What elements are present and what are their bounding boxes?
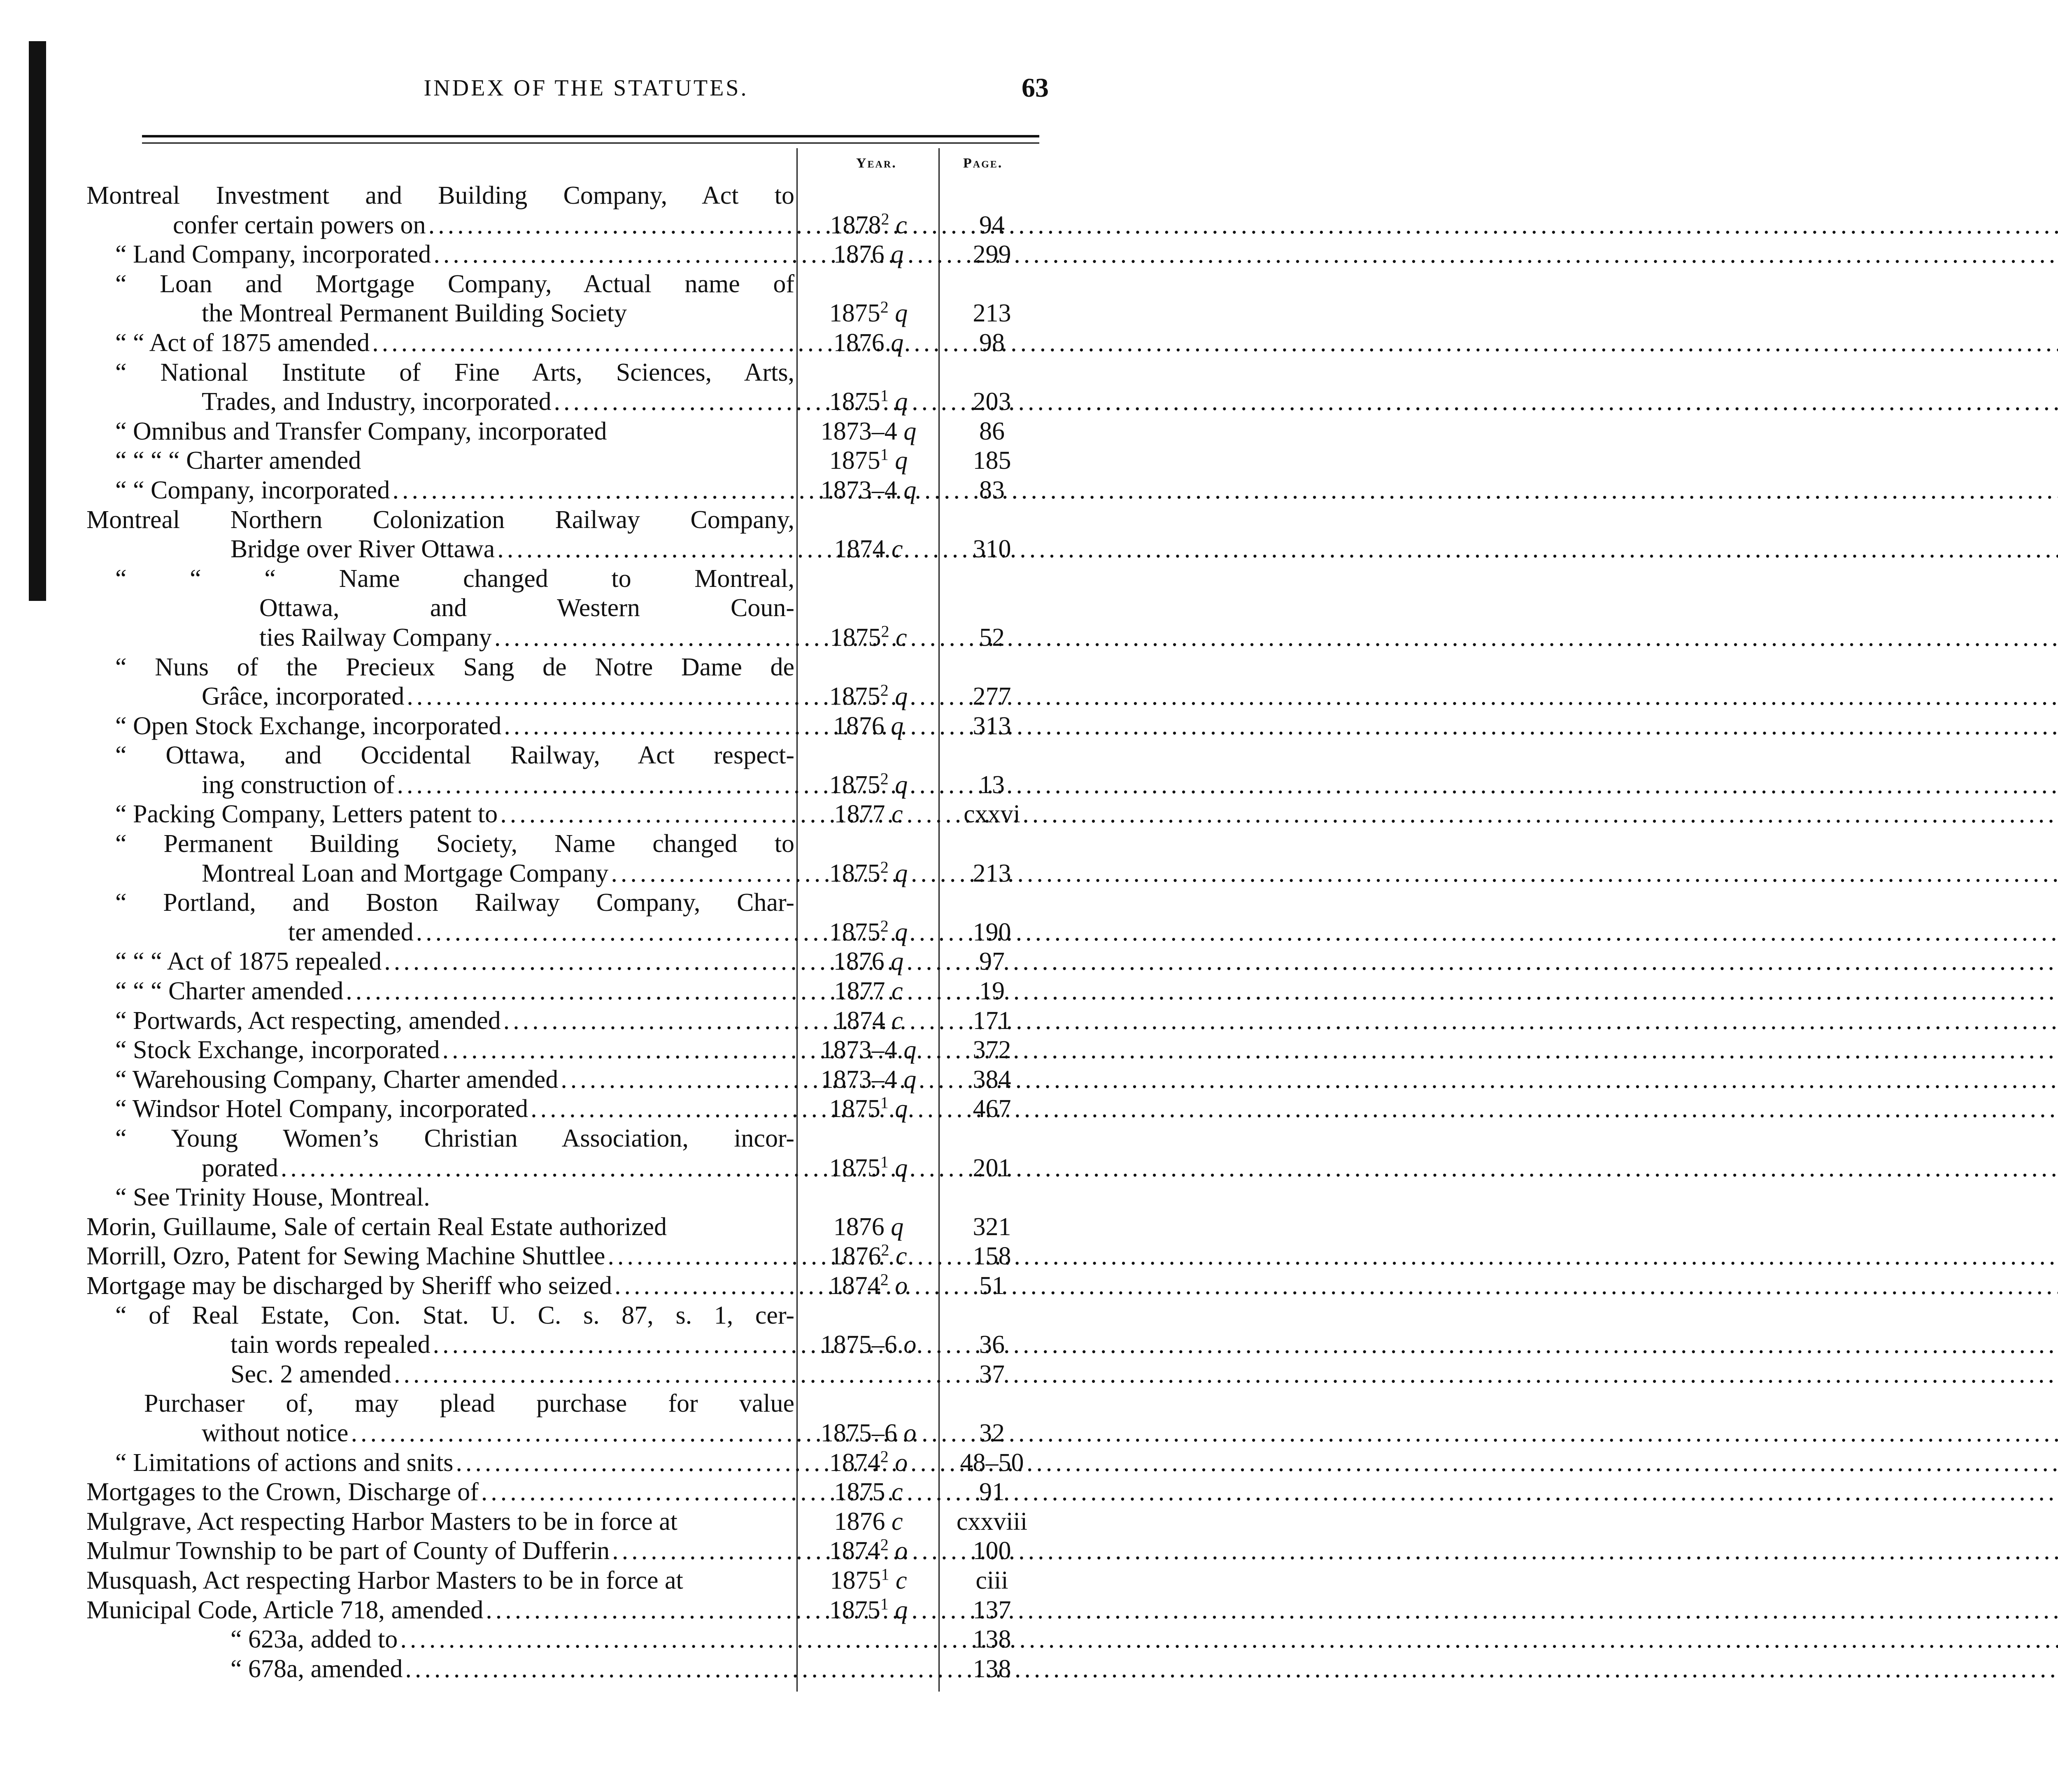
entry-text [202,299,794,328]
entry-label: ties Railway Company [259,623,492,652]
entry-label: “ Windsor Hotel Company, incorporated [115,1095,528,1123]
index-row [0,888,1172,918]
entry-text [115,270,794,299]
year-cell: 1875$^1$ q [829,445,908,475]
entry-label: “ “ “ “ Charter amended [115,447,361,475]
entry-text [202,1154,794,1183]
page-cell: 83 [979,476,1005,504]
year-cell: 1874 c [834,535,903,563]
year-cell: 1877 c [834,977,903,1005]
entry-label: “ Limitations of actions and snits [115,1448,454,1477]
entry-label: “ “ “ Act of 1875 repealed [115,947,382,976]
entry-label: “ Loan and Mortgage Company, Actual name of [115,270,794,298]
index-row [0,270,1172,299]
index-row [0,653,1172,682]
page-cell: 203 [973,388,1011,416]
index-row [0,1655,1172,1684]
dot-leader [501,712,2058,741]
page-cell: 467 [973,1095,1011,1123]
entry-label: “ Permanent Building Society, Name changed to [115,830,794,858]
dot-leader [426,211,2058,240]
dot-leader [414,918,2058,947]
entry-label: “ Open Stock Exchange, incorporated [115,712,502,740]
index-row [0,1183,1172,1213]
entry-label: “ “ “ Charter amended [115,977,344,1005]
entry-label: “ Young Women’s Christian Association, incor- [115,1124,794,1152]
page-cell: 158 [973,1242,1011,1271]
index-row [0,1625,1172,1655]
index-row [0,387,1172,417]
index-row [0,593,1172,623]
page-cell: 277 [973,682,1011,711]
entry-label: “ Packing Company, Letters patent to [115,800,498,829]
index-row [0,1036,1172,1065]
page-cell: 19 [979,977,1005,1005]
entry-label: “ National Institute of Fine Arts, Sciences, Arts, [115,358,794,386]
index-row [0,1596,1172,1625]
dot-leader [551,387,2058,417]
entry-text [230,1360,794,1389]
page-cell: 37 [979,1360,1005,1388]
index-row [0,1301,1172,1331]
page-cell: 52 [979,623,1005,652]
index-row [0,1389,1172,1419]
entry-label: “ 678a, amended [230,1655,403,1683]
entry-text [115,1036,794,1065]
year-cell: 1875 c [834,1478,903,1506]
entry-text [86,1596,794,1625]
entry-label: Municipal Code, Article 718, amended [86,1596,484,1624]
dot-leader [440,1036,2058,1065]
page-cell: 100 [973,1537,1011,1565]
index-row [0,328,1172,358]
entry-text [115,476,794,505]
dot-leader [501,1006,2058,1036]
page-cell: 32 [979,1419,1005,1447]
dot-leader [398,1625,2058,1655]
year-cell: 1876 q [833,712,904,740]
dot-leader [430,1330,2058,1360]
index-row [0,770,1172,800]
entry-label: “ Nuns of the Precieux Sang de Notre Dame de [115,653,794,681]
year-cell: 1876 c [834,1507,903,1536]
year-cell: 1877 c [834,800,903,829]
year-cell: 1875$^1$ q [829,1093,908,1123]
entry-label: the Montreal Permanent Building Society [202,299,627,328]
index-row [0,1154,1172,1183]
year-cell: 1873–4 q [820,476,917,504]
entry-text [230,535,794,564]
running-title: INDEX OF THE STATUTES. [424,75,749,101]
dot-leader [343,977,2058,1006]
header-rule-thick [142,135,1039,137]
entry-text [202,770,794,800]
index-row [0,564,1172,594]
entry-label: “ Stock Exchange, incorporated [115,1036,440,1064]
entry-text [115,1124,794,1154]
entry-label: “ Ottawa, and Occidental Railway, Act respect- [115,741,794,770]
page-cell: 36 [979,1331,1005,1359]
page-cell: 51 [979,1271,1005,1300]
index-row [0,358,1172,388]
entry-text [115,417,794,447]
entry-text [115,240,794,270]
index-row [0,977,1172,1006]
entry-text [115,1094,794,1124]
index-row [0,800,1172,829]
index-row [0,1330,1172,1360]
year-cell: 1876 q [833,240,904,269]
page-cell: 98 [979,328,1005,357]
entry-text [115,358,794,388]
entry-text [173,211,794,240]
header-rule-thin [142,142,1039,144]
dot-leader [431,240,2058,270]
page-cell: 138 [973,1625,1011,1654]
index-row [0,1360,1172,1389]
index-row [0,1065,1172,1095]
entry-label: porated [202,1154,278,1182]
page-cell: 201 [973,1154,1011,1182]
entry-text [230,1655,794,1684]
year-cell: 1875$^1$ q [829,1594,908,1624]
entry-label: ing construction of [202,770,395,799]
entry-text [288,918,794,947]
entry-text [115,1065,794,1095]
year-cell: 1876$^2$ c [830,1240,907,1271]
page-cell: 213 [973,859,1011,887]
dot-leader [479,1478,2058,1507]
entry-text [115,328,794,358]
entry-text [115,800,794,829]
entry-label: Mortgage may be discharged by Sheriff who seized [86,1271,612,1300]
entry-label: Trades, and Industry, incorporated [202,388,552,416]
year-cell: 1875$^2$ q [829,858,908,887]
dot-leader [390,476,2058,505]
dot-leader [382,947,2058,977]
entry-label: “ See Trinity House, Montreal. [115,1183,430,1212]
entry-text [115,947,794,977]
page-cell: 13 [979,770,1005,799]
page-cell: 299 [973,240,1011,269]
entry-label: without notice [202,1419,349,1447]
entry-label: Grâce, incorporated [202,682,405,711]
year-cell: 1873–4 q [820,417,917,445]
year-cell: 1875$^2$ c [830,622,907,652]
index-row [0,476,1172,505]
entry-text [115,1183,794,1213]
dot-leader [370,328,2058,358]
entry-text [115,1301,794,1331]
page-cell: 94 [979,211,1005,239]
entry-label: ter amended [288,918,414,946]
year-cell: 1875–6 o [820,1419,917,1447]
year-cell: 1875$^2$ q [829,917,908,946]
dot-leader [498,800,2058,829]
entry-label: Sec. 2 amended [230,1360,391,1388]
entry-label: tain words repealed [230,1331,431,1359]
year-cell: 1876 q [833,328,904,357]
index-row [0,947,1172,977]
entry-label: confer certain powers on [173,211,426,239]
index-entries [0,181,1172,1684]
entry-text [115,1006,794,1036]
year-cell: 1875$^2$ q [829,298,908,328]
page-cell: 91 [979,1478,1005,1506]
page-cell: cxxviii [956,1507,1028,1536]
entry-text [115,446,794,476]
index-row [0,829,1172,859]
year-cell: 1875$^1$ c [830,1565,907,1594]
entry-label: Mulgrave, Act respecting Harbor Masters to be in force at [86,1507,677,1536]
page-number: 63 [1022,73,1049,103]
entry-text [115,829,794,859]
page-cell: 185 [973,447,1011,475]
index-row [0,1536,1172,1566]
entry-label: “ Land Company, incorporated [115,240,431,269]
entry-label: “ 623a, added to [230,1625,398,1654]
entry-label: “ Portwards, Act respecting, amended [115,1006,501,1035]
year-column-header: Year. [856,156,897,171]
entry-label: “ Warehousing Company, Charter amended [115,1065,559,1094]
year-cell: 1875$^2$ q [829,681,908,711]
year-cell: 1874 c [834,1006,903,1035]
index-row [0,299,1172,328]
dot-leader [528,1094,2058,1124]
dot-leader [391,1360,2058,1389]
dot-leader [278,1154,2058,1183]
year-cell: 1874$^2$ o [829,1535,908,1565]
year-cell: 1873–4 q [820,1036,917,1064]
dot-leader [453,1448,2058,1478]
year-cell: 1878$^2$ c [830,209,907,239]
entry-text [202,1419,794,1448]
entry-text [259,593,794,623]
page-cell: 171 [973,1006,1011,1035]
page-cell: 372 [973,1036,1011,1064]
dot-leader [495,535,2058,564]
index-row [0,1507,1172,1537]
entry-text [86,1478,794,1507]
dot-leader [492,623,2058,653]
entry-label: “ of Real Estate, Con. Stat. U. C. s. 87, s. 1, cer- [115,1301,794,1329]
entry-text [115,564,794,594]
index-row [0,682,1172,712]
page-cell: 384 [973,1065,1011,1094]
entry-label: Purchaser of, may plead purchase for value [144,1389,794,1418]
entry-text [202,859,794,889]
page-cell: 97 [979,947,1005,976]
entry-label: Morrill, Ozro, Patent for Sewing Machine Shuttlee [86,1242,605,1271]
entry-text [86,181,794,211]
dot-leader [403,1655,2058,1684]
year-cell: 1874$^2$ o [829,1270,908,1300]
index-row [0,417,1172,447]
year-cell: 1875$^1$ q [829,1152,908,1182]
dot-leader [394,770,2058,800]
page-cell: 190 [973,918,1011,946]
entry-text [115,712,794,741]
entry-label: Montreal Northern Colonization Railway Company, [86,505,794,534]
year-cell: 1875$^2$ q [829,769,908,799]
entry-text [115,888,794,918]
index-row [0,623,1172,653]
entry-label: Ottawa, and Western Coun- [259,594,794,622]
index-row [0,1478,1172,1507]
page-cell: 137 [973,1596,1011,1624]
index-row [0,1566,1172,1596]
page-cell: 321 [973,1213,1011,1241]
entry-label: “ “ Act of 1875 amended [115,328,370,357]
index-row [0,918,1172,947]
entry-label: Montreal Loan and Mortgage Company [202,859,609,887]
year-cell: 1873–4 q [820,1065,917,1094]
index-row [0,1094,1172,1124]
entry-label: Montreal Investment and Building Company, Act to [86,182,794,209]
entry-label: “ Omnibus and Transfer Company, incorporated [115,417,607,445]
entry-text [230,1625,794,1655]
entry-text [115,1448,794,1478]
dot-leader [558,1065,2058,1095]
entry-text [86,1213,794,1242]
entry-label: Mortgages to the Crown, Discharge of [86,1478,479,1506]
index-row [0,859,1172,889]
entry-text [202,387,794,417]
entry-text [86,1271,794,1301]
entry-text [86,1566,794,1596]
entry-label: Mulmur Township to be part of County of Dufferin [86,1537,610,1565]
dot-leader [348,1419,2058,1448]
index-row [0,1213,1172,1242]
index-row [0,535,1172,564]
entry-label: “ Portland, and Boston Railway Company, Char- [115,889,794,917]
year-cell: 1876 q [833,1213,904,1241]
index-row [0,211,1172,240]
page-cell: cxxvi [964,800,1020,829]
page-cell: ciii [975,1566,1008,1594]
year-cell: 1876 q [833,947,904,976]
page-cell: 138 [973,1655,1011,1683]
entry-text [115,741,794,770]
page-column-header: Page. [963,156,1003,171]
entry-text [230,1330,794,1360]
index-row [0,446,1172,476]
entry-text [86,1242,794,1271]
index-row [0,712,1172,741]
dot-leader [483,1596,2058,1625]
page-cell: 310 [973,535,1011,563]
entry-text [86,1536,794,1566]
year-cell: 1875$^1$ q [829,386,908,416]
index-row [0,1271,1172,1301]
year-cell: 1874$^2$ o [829,1447,908,1477]
index-row [0,240,1172,270]
entry-text [202,682,794,712]
entry-text [115,653,794,682]
entry-label: Morin, Guillaume, Sale of certain Real Estate authorized [86,1213,667,1241]
entry-text [144,1389,794,1419]
index-row [0,1448,1172,1478]
index-row [0,741,1172,770]
page-cell: 48–50 [960,1448,1024,1477]
index-row [0,181,1172,211]
entry-text [86,1507,794,1537]
dot-leader [404,682,2058,712]
index-row [0,1419,1172,1448]
entry-label: Musquash, Act respecting Harbor Masters to be in force at [86,1566,683,1594]
page-cell: 313 [973,712,1011,740]
index-row [0,1006,1172,1036]
entry-label: “ “ “ Name changed to Montreal, [115,564,794,593]
page-cell: 213 [973,299,1011,328]
entry-label: Bridge over River Ottawa [230,535,495,563]
index-row [0,1124,1172,1154]
index-row [0,505,1172,535]
entry-text [259,623,794,653]
page-cell: 86 [979,417,1005,445]
year-cell: 1875–6 o [820,1331,917,1359]
entry-label: “ “ Company, incorporated [115,476,390,504]
entry-text [115,977,794,1006]
index-row [0,1242,1172,1271]
entry-text [86,505,794,535]
